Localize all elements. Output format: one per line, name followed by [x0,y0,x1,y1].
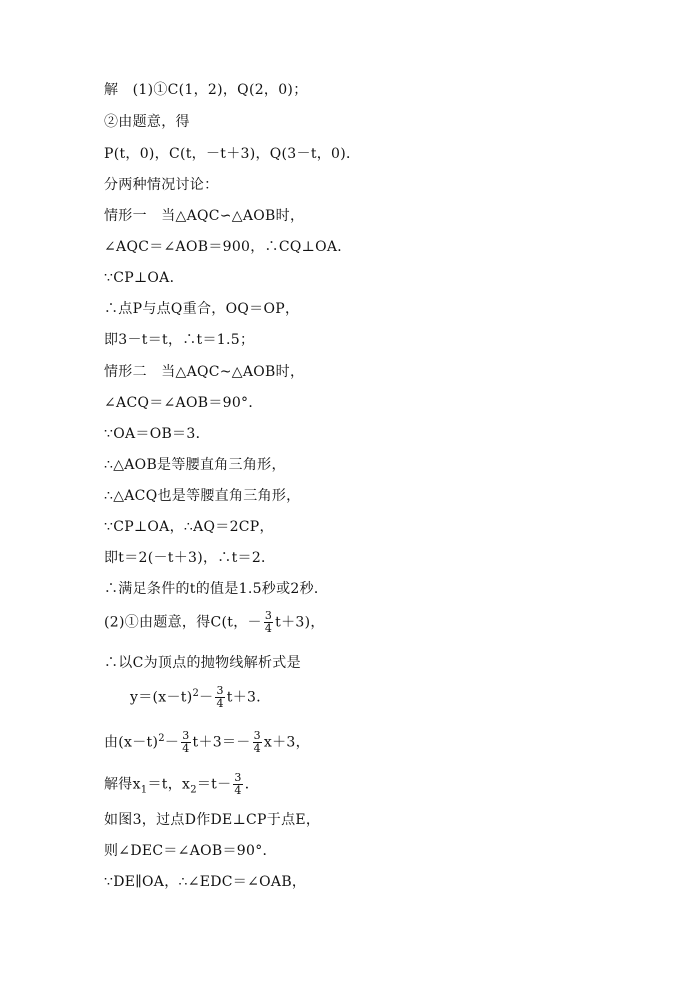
text-line: ∴△ACQ也是等腰直角三角形， [104,488,301,504]
text-part: 由(x－t) [104,734,159,751]
denominator: 4 [253,742,261,756]
text-part: t＋3)， [275,614,325,631]
text-part: y＝(x－t) [130,689,193,706]
denominator: 4 [216,697,224,711]
text-part: ＝t－ [196,776,232,793]
text-part: t＋3． [226,689,271,706]
fraction [264,610,273,635]
text-part: (2)①由题意，得C(t，－ [104,614,262,631]
formula-line [104,772,259,800]
text-line: 情形二 当△AQC~△AOB时， [104,364,305,380]
text-line: ∴满足条件的t的值是1.5秒或2秒． [104,581,329,597]
subscript: 2 [190,784,197,796]
text-line: 解 (1)①C(1，2)，Q(2，0)； [104,82,308,98]
formula-line [104,729,310,755]
text-line: ∴△AOB是等腰直角三角形， [104,457,286,473]
fraction [181,730,190,755]
text-line: 情形一 当△AQC∽△AOB时， [104,208,305,224]
fraction [233,772,242,797]
text-line: ②由题意，得 [104,114,190,130]
fraction [253,730,262,755]
numerator: 3 [264,609,273,622]
text-part: t＋3＝－ [192,734,251,751]
text-line: ∴以C为顶点的抛物线解析式是 [104,655,301,671]
exponent: 2 [158,733,165,744]
text-line: 则∠DEC＝∠AOB＝90°． [104,843,277,859]
text-part: 解得x [104,776,141,793]
text-line: ∵CP⊥OA，∴AQ＝2CP， [104,519,274,535]
numerator: 3 [182,729,190,743]
exponent: 2 [192,688,200,699]
text-line: ∠ACQ＝∠AOB＝90°． [104,395,263,411]
text-part: － [199,689,214,706]
text-line: ∵OA＝OB＝3． [104,426,210,442]
text-part: ＝t，x [147,776,191,793]
formula-line [130,684,271,710]
numerator: 3 [216,684,224,698]
denominator: 4 [182,742,190,756]
text-line: 如图3，过点D作DE⊥CP于点E， [104,812,321,828]
text-line: 即3－t＝t，∴t＝1.5； [104,332,255,348]
text-part: x＋3， [263,734,310,751]
denominator: 4 [264,622,273,635]
denominator: 4 [234,784,242,797]
text-line: P(t，0)，C(t，－t＋3)，Q(3－t，0)． [104,146,361,162]
fraction [215,685,224,710]
text-line: 分两种情况讨论： [104,177,219,193]
text-line: ∠AQC＝∠AOB＝900，∴CQ⊥OA． [104,239,352,255]
text-part: ． [244,776,260,793]
numerator: 3 [234,771,242,784]
text-line [104,610,325,635]
text-part: － [164,734,180,751]
numerator: 3 [253,729,261,743]
text-line: ∵CP⊥OA． [104,270,184,286]
subscript: 1 [140,784,148,796]
text-line: ∵DE∥OA，∴∠EDC＝∠OAB， [104,874,307,890]
text-line: 即t＝2(－t＋3)，∴t＝2． [104,550,276,566]
text-line: ∴点P与点Q重合，OQ＝OP， [104,301,300,317]
